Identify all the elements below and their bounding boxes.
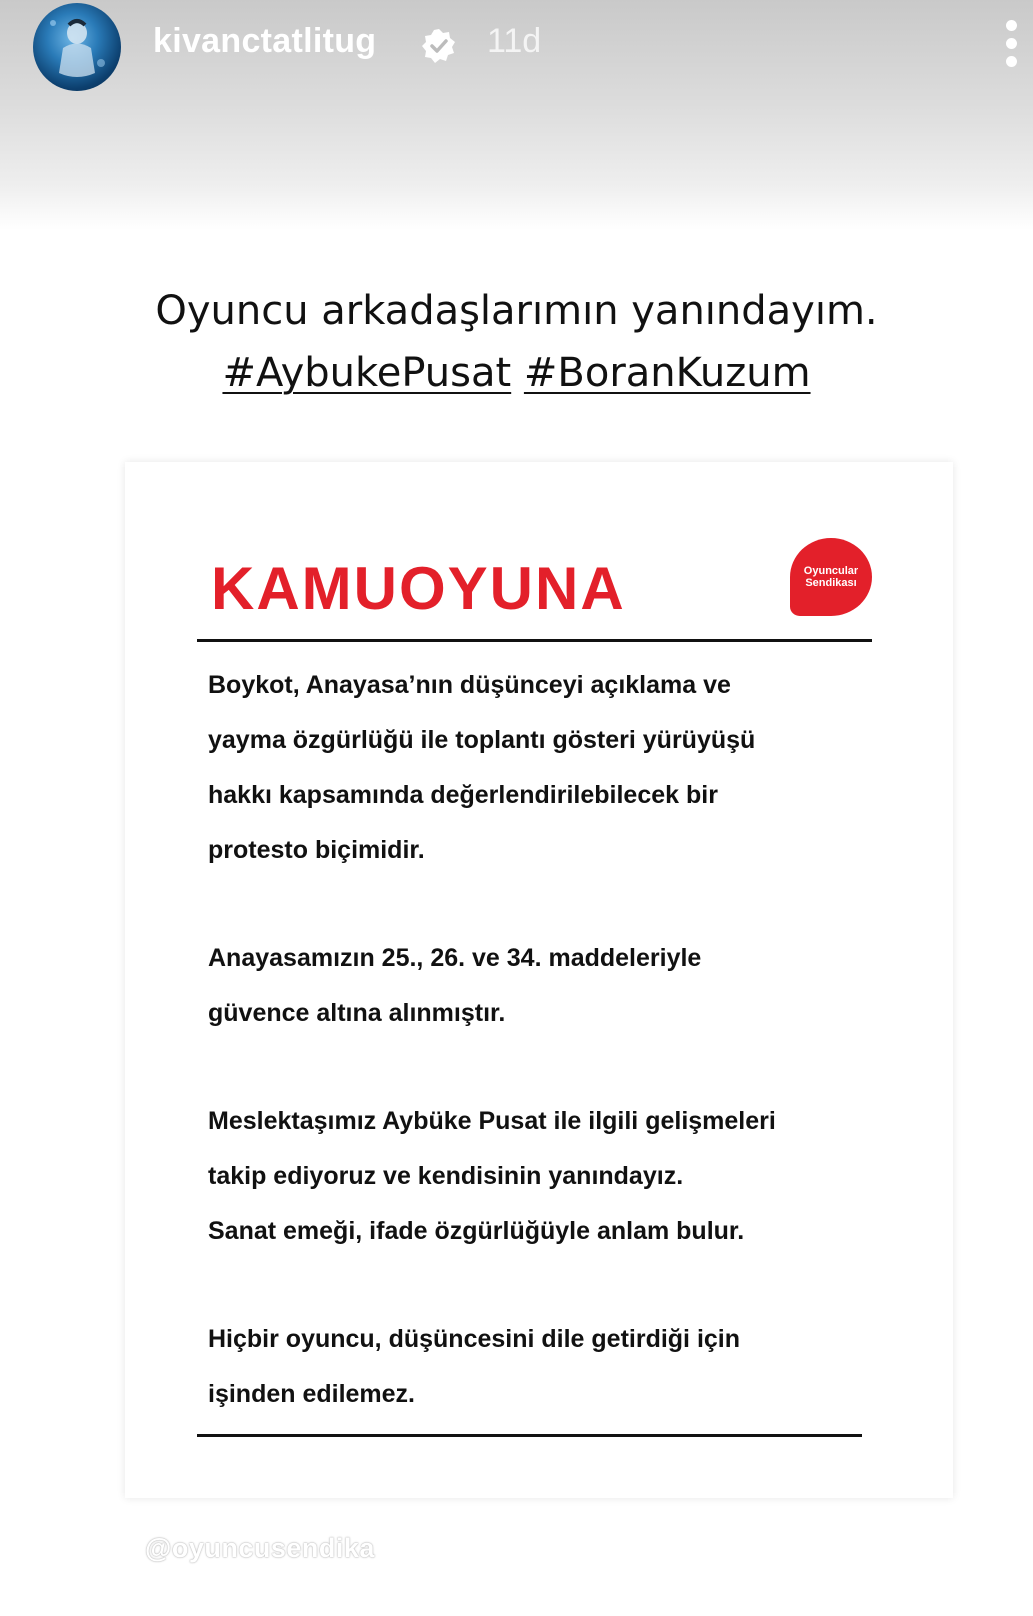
paragraph-2: Anayasamızın 25., 26. ve 34. maddeleriyle güvence altına alınmıştır.	[208, 944, 702, 1027]
post-body	[208, 658, 888, 1475]
paragraph-3: Meslektaşımız Aybüke Pusat ile ilgili gelişmeleri takip ediyoruz ve kendisinin yanındayız. Sanat emeği, ifade özgürlüğüyle anlam bulur.	[208, 1107, 776, 1245]
caption-text: Oyuncu arkadaşlarımın yanındayım.	[155, 288, 878, 334]
story-caption	[0, 280, 1033, 404]
more-vertical-icon[interactable]	[1002, 20, 1020, 70]
hashtag-borankuzum[interactable]: #BoranKuzum	[523, 350, 811, 396]
oyuncular-sendikasi-logo	[790, 538, 872, 616]
logo-line1: Oyuncular	[803, 565, 859, 577]
divider-top	[197, 639, 872, 642]
paragraph-1: Boykot, Anayasa’nın düşünceyi açıklama ve yayma özgürlüğü ile toplantı gösteri yürüyüşü hakkı kapsamında değerlendirilebilecek bir protesto biçimidir.	[208, 671, 756, 864]
verified-badge-icon	[420, 27, 458, 65]
paragraph-4: Hiçbir oyuncu, düşüncesini dile getirdiği için işinden edilemez.	[208, 1325, 741, 1408]
post-time: 11d	[487, 22, 542, 60]
story-header	[0, 0, 1033, 95]
hashtags	[0, 342, 1033, 404]
avatar-image	[33, 3, 121, 91]
post-title: KAMUOYUNA	[211, 555, 626, 622]
logo-line2: Sendikası	[805, 577, 857, 589]
hashtag-aybukepusat[interactable]: #AybukePusat	[222, 350, 512, 396]
avatar[interactable]	[33, 3, 121, 91]
shared-post-card[interactable]	[125, 462, 953, 1498]
divider-bottom	[197, 1434, 862, 1437]
username[interactable]: kivanctatlitug	[153, 22, 377, 60]
mention-sticker[interactable]: @oyuncusendika	[145, 1533, 375, 1563]
